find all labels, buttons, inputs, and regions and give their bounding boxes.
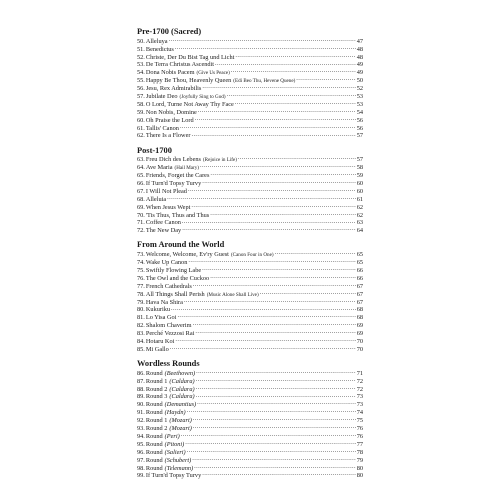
entry-page-number: 67 [356,298,363,306]
entry-title: Kukuriku [145,306,171,314]
toc-entry [137,329,363,337]
entry-title: Happy Be Thou, Heavenly Queen [145,77,232,85]
toc-entry [137,68,363,76]
entry-title: Coffee Canon [145,219,181,227]
toc-entry [137,218,363,226]
toc-entry [137,92,363,100]
toc-entry [137,155,363,163]
entry-title: O Lord, Turne Not Away Thy Face [145,100,234,108]
entry-number: 74. [137,259,145,267]
entry-page-number: 49 [356,69,363,77]
toc-entry [137,163,363,171]
dot-leader [185,440,355,446]
toc-entry [137,124,363,132]
dot-leader [196,377,356,383]
dot-leader [227,92,356,98]
section-heading: Wordless Rounds [137,359,200,369]
toc-section [137,27,363,139]
entry-title: Oh Praise the Lord [145,116,194,124]
entry-number: 63. [137,156,145,164]
dot-leader [196,385,356,391]
entry-number: 64. [137,164,145,172]
toc-entry [137,416,363,424]
entry-composer: (Haydn) [164,409,186,417]
toc-entry [137,108,363,116]
entry-page-number: 61 [356,195,363,203]
toc-entry [137,321,363,329]
entry-number: 55. [137,77,145,85]
entry-page-number: 56 [356,124,363,132]
entry-composer: (Demantius) [164,401,197,409]
entry-number: 59. [137,108,145,116]
entry-title: If Turn'd Topsy Turvy [145,180,202,188]
section-heading: Post-1700 [137,145,172,155]
entry-page-number: 64 [356,227,363,235]
dot-leader [275,250,356,256]
entry-title: Round [145,448,163,456]
entry-page-number: 58 [356,164,363,172]
entry-number: 60. [137,116,145,124]
entry-page-number: 65 [356,251,363,259]
entry-page-number: 48 [356,53,363,61]
dot-leader [198,108,356,114]
entry-composer: (Pitoni) [164,440,185,448]
entry-page-number: 68 [356,306,363,314]
toc-entry [137,53,363,61]
entry-number: 69. [137,203,145,211]
entry-title: Round [145,369,163,377]
toc-entry [137,471,363,479]
entry-page-number: 67 [356,282,363,290]
toc-entry [137,432,363,440]
entry-number: 77. [137,282,145,290]
entry-page-number: 66 [356,267,363,275]
toc-entry [137,424,363,432]
toc-entry [137,250,363,258]
dot-leader [235,53,355,59]
entry-title: French Cathedrals [145,282,192,290]
toc-entry [137,179,363,187]
toc-entry [137,45,363,53]
entry-number: 86. [137,369,145,377]
entry-title: Jesu, Rex Admirabilis [145,85,202,93]
toc-entry [137,100,363,108]
entry-number: 97. [137,456,145,464]
entry-number: 89. [137,393,145,401]
dot-leader [187,448,356,454]
entry-page-number: 47 [356,37,363,45]
entry-number: 62. [137,132,145,140]
entry-number: 78. [137,290,145,298]
entry-title: There Is a Flower [145,132,191,140]
entry-number: 58. [137,100,145,108]
entry-title: Round 2 [145,385,168,393]
entry-number: 75. [137,267,145,275]
entry-number: 88. [137,385,145,393]
entry-page-number: 62 [356,211,363,219]
entry-number: 52. [137,53,145,61]
entry-title: I Will Not Plead [145,187,187,195]
entry-number: 72. [137,227,145,235]
dot-leader [177,313,355,319]
dot-leader [193,321,356,327]
dot-leader [188,187,356,193]
dot-leader [197,400,356,406]
dot-leader [191,131,355,137]
entry-page-number: 57 [356,156,363,164]
entry-title: Friends, Forget the Cares [145,172,210,180]
entry-composer: (Caldara) [169,393,195,401]
entry-title: Round [145,401,163,409]
entry-page-number: 53 [356,100,363,108]
dot-leader [200,163,356,169]
toc-entry [137,282,363,290]
entry-page-number: 78 [356,448,363,456]
section-heading: From Around the World [137,240,225,250]
entry-title: 'Tis Thus, Thus and Thus [145,211,210,219]
entry-title: When Jesus Wept [145,203,191,211]
entry-number: 54. [137,69,145,77]
entry-composer: (Mozart) [169,425,192,433]
dot-leader [202,266,356,272]
dot-leader [296,76,355,82]
entry-title: Hotaru Koi [145,338,175,346]
entry-title: Non Nobis, Domine [145,108,197,116]
dot-leader [202,179,355,185]
entry-page-number: 72 [356,377,363,385]
entry-composer: (Peri) [164,432,180,440]
toc-entry [137,345,363,353]
dot-leader [238,155,356,161]
dot-leader [180,124,356,130]
entry-title: Swiftly Flowing Labe [145,267,202,275]
dot-leader [187,408,356,414]
entry-page-number: 70 [356,338,363,346]
toc-entry [137,226,363,234]
toc-section [137,240,363,352]
entry-title: Christe, Der Du Bist Tag und Licht [145,53,235,61]
toc-entry [137,203,363,211]
toc-entry [137,369,363,377]
toc-entry [137,76,363,84]
entry-number: 92. [137,417,145,425]
toc-entry [137,440,363,448]
entry-number: 93. [137,425,145,433]
entry-title: The New Day [145,227,182,235]
toc-section [137,146,363,235]
entry-composer: (Caldara) [169,385,195,393]
entry-page-number: 68 [356,314,363,322]
entry-number: 68. [137,195,145,203]
dot-leader [196,369,356,375]
entry-composer: (Caldara) [169,377,195,385]
entry-number: 71. [137,219,145,227]
entry-number: 99. [137,472,145,480]
toc-entry [137,211,363,219]
entry-number: 81. [137,314,145,322]
entry-subtitle: (Canon Four in One) [230,252,274,259]
toc-entry [137,258,363,266]
entry-title: Round [145,464,163,472]
toc-entry [137,305,363,313]
entry-page-number: 53 [356,93,363,101]
entry-page-number: 80 [356,472,363,480]
entry-title: Wake Up Canon [145,259,188,267]
entry-page-number: 70 [356,345,363,353]
toc-entry [137,448,363,456]
entry-title: Freu Dich des Lebens [145,156,201,164]
entry-page-number: 52 [356,85,363,93]
dot-leader [193,416,356,422]
entry-title: Shalom Chaverim [145,322,192,330]
entry-page-number: 49 [356,61,363,69]
toc-entry [137,116,363,124]
toc-entry [137,377,363,385]
entry-title: Alleluya [145,37,168,45]
entry-page-number: 57 [356,132,363,140]
entry-number: 53. [137,61,145,69]
dot-leader [193,282,356,288]
entry-page-number: 69 [356,322,363,330]
toc-entry [137,84,363,92]
entry-number: 80. [137,306,145,314]
entry-title: Round [145,409,163,417]
dot-leader [210,211,355,217]
entry-title: Jubilate Deo [145,93,178,101]
dot-leader [167,195,356,201]
entry-number: 96. [137,448,145,456]
entry-page-number: 67 [356,290,363,298]
entry-page-number: 48 [356,45,363,53]
toc-entry [137,408,363,416]
entry-number: 61. [137,124,145,132]
entry-number: 56. [137,85,145,93]
entry-number: 79. [137,298,145,306]
entry-page-number: 66 [356,274,363,282]
dot-leader [193,424,356,430]
entry-page-number: 60 [356,187,363,195]
entry-title: Round 3 [145,393,168,401]
entry-page-number: 73 [356,401,363,409]
entry-title: Benedictus [145,45,174,53]
entry-page-number: 75 [356,417,363,425]
toc-entry [137,385,363,393]
entry-number: 84. [137,338,145,346]
entry-page-number: 65 [356,259,363,267]
dot-leader [181,432,356,438]
entry-number: 57. [137,93,145,101]
dot-leader [260,290,356,296]
entry-subtitle: (Music Alone Shall Live) [206,291,259,298]
entry-number: 82. [137,322,145,330]
entry-number: 85. [137,345,145,353]
entry-number: 90. [137,401,145,409]
entry-title: De Terra Christus Ascendit [145,61,215,69]
entry-page-number: 72 [356,385,363,393]
entry-title: The Owl and the Cuckoo [145,274,210,282]
entry-page-number: 54 [356,108,363,116]
table-of-contents [137,27,363,485]
entry-composer: (Schubert) [164,456,192,464]
entry-number: 67. [137,187,145,195]
toc-entry [137,274,363,282]
entry-number: 91. [137,409,145,417]
dot-leader [182,218,356,224]
entry-title: Dona Nobis Pacem [145,69,195,77]
entry-subtitle: (Edi Beo Thu, Hevene Quene) [233,78,296,85]
entry-subtitle: (Rejoice in Life) [202,157,237,164]
entry-title: Ave Maria [145,164,173,172]
entry-number: 76. [137,274,145,282]
entry-number: 70. [137,211,145,219]
dot-leader [182,226,356,232]
section-heading: Pre-1700 (Sacred) [137,27,202,36]
dot-leader [195,116,356,122]
entry-page-number: 59 [356,172,363,180]
toc-entry [137,298,363,306]
dot-leader [196,392,356,398]
entry-page-number: 62 [356,203,363,211]
entry-composer: (Mozart) [169,417,192,425]
entry-page-number: 79 [356,456,363,464]
dot-leader [192,456,355,462]
entry-page-number: 60 [356,180,363,188]
entry-title: Mi Gallo [145,345,169,353]
entry-title: If Turn'd Topsy Turvy [145,472,202,480]
toc-entry [137,187,363,195]
entry-title: Lo Yisa Goi [145,314,177,322]
entry-number: 50. [137,37,145,45]
entry-title: Round 2 [145,425,168,433]
toc-entry [137,337,363,345]
entry-page-number: 69 [356,330,363,338]
entry-subtitle: (Give Us Peace) [196,70,230,77]
dot-leader [171,305,356,311]
entry-title: Perché Vezzosi Rai [145,330,195,338]
entry-title: Welcome, Welcome, Ev'ry Guest [145,251,229,259]
entry-page-number: 76 [356,432,363,440]
entry-composer: (Beethoven) [164,369,196,377]
entry-page-number: 77 [356,440,363,448]
entry-subtitle: (Hail Mary) [174,165,199,172]
entry-number: 94. [137,432,145,440]
dot-leader [231,68,356,74]
dot-leader [169,37,356,43]
entry-subtitle: (Joyfully Sing to God) [179,94,226,101]
entry-page-number: 50 [356,77,363,85]
entry-number: 66. [137,180,145,188]
entry-number: 51. [137,45,145,53]
entry-number: 73. [137,251,145,259]
dot-leader [195,329,355,335]
entry-composer: (Salieri) [164,448,186,456]
toc-entry [137,400,363,408]
dot-leader [194,464,356,470]
dot-leader [170,345,356,351]
entry-composer: (Telemann) [164,464,194,472]
entry-title: Round [145,456,163,464]
dot-leader [184,298,356,304]
toc-entry [137,171,363,179]
entry-title: Round [145,440,163,448]
dot-leader [202,471,355,477]
entry-number: 98. [137,464,145,472]
entry-page-number: 56 [356,116,363,124]
entry-page-number: 76 [356,425,363,433]
dot-leader [202,84,355,90]
entry-number: 83. [137,330,145,338]
dot-leader [235,100,356,106]
dot-leader [175,337,355,343]
toc-entry [137,37,363,45]
dot-leader [175,45,356,51]
entry-page-number: 63 [356,219,363,227]
entry-number: 87. [137,377,145,385]
dot-leader [191,203,355,209]
toc-entry [137,195,363,203]
toc-entry [137,456,363,464]
dot-leader [210,171,355,177]
entry-title: Tallis' Canon [145,124,179,132]
dot-leader [188,258,355,264]
entry-title: Round 1 [145,417,168,425]
entry-title: Round 1 [145,377,168,385]
entry-page-number: 73 [356,393,363,401]
toc-entry [137,313,363,321]
toc-section [137,359,363,479]
entry-title: Hava Na Shira [145,298,183,306]
toc-entry [137,266,363,274]
toc-entry [137,464,363,472]
entry-number: 95. [137,440,145,448]
toc-entry [137,392,363,400]
entry-number: 65. [137,172,145,180]
entry-title: Alleluia [145,195,167,203]
dot-leader [215,60,356,66]
toc-entry [137,131,363,139]
entry-title: All Things Shall Perish [145,290,205,298]
dot-leader [210,274,356,280]
entry-page-number: 74 [356,409,363,417]
toc-entry [137,60,363,68]
entry-title: Round [145,432,163,440]
entry-page-number: 71 [356,369,363,377]
toc-entry [137,290,363,298]
entry-page-number: 80 [356,464,363,472]
